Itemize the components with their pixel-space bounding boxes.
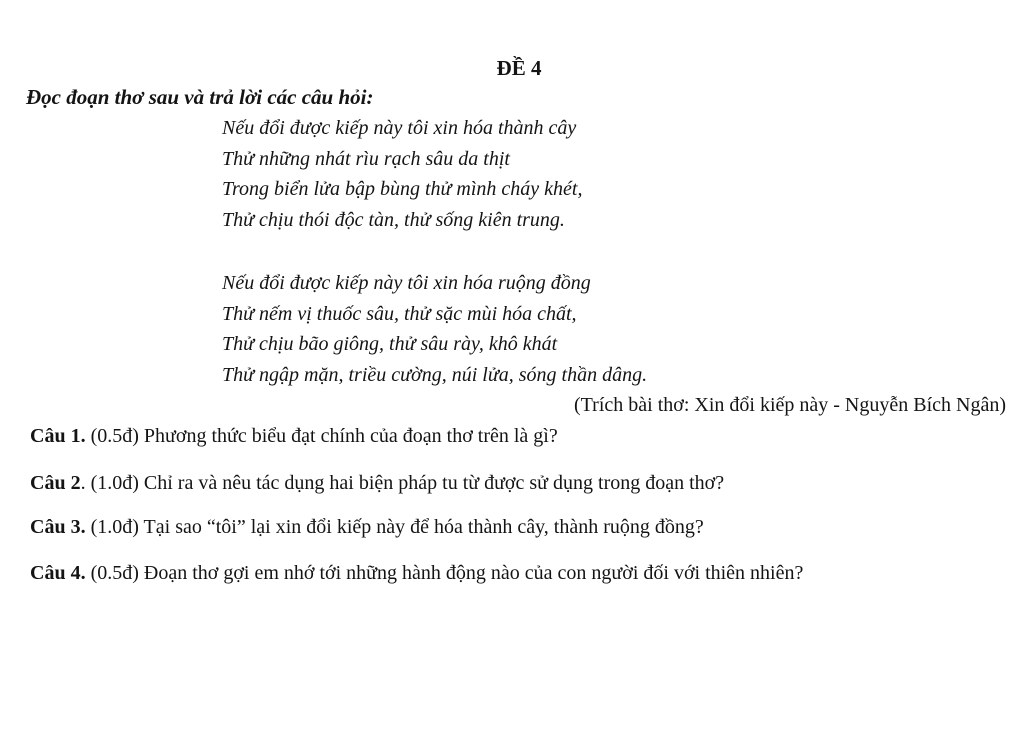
poem-stanza-1 <box>222 113 583 235</box>
poem-line: Thử ngập mặn, triều cường, núi lửa, sóng thần dâng. <box>222 363 648 386</box>
question-4 <box>30 562 803 585</box>
poem-source: (Trích bài thơ: Xin đổi kiếp này - Nguyễn Bích Ngân) <box>574 394 1006 416</box>
question-text: . (1.0đ) Chỉ ra và nêu tác dụng hai biện pháp tu từ được sử dụng trong đoạn thơ? <box>80 472 725 494</box>
question-label: Câu 4. <box>30 562 86 584</box>
poem-line: Nếu đổi được kiếp này tôi xin hóa ruộng đồng <box>222 272 591 294</box>
question-2 <box>30 472 724 495</box>
question-1 <box>30 425 558 448</box>
poem-line: Thử chịu thói độc tàn, thử sống kiên trung. <box>222 208 565 231</box>
poem-line: Thử nếm vị thuốc sâu, thử sặc mùi hóa chất, <box>222 302 577 325</box>
question-label: Câu 2 <box>30 472 81 494</box>
question-text: (0.5đ) Đoạn thơ gợi em nhớ tới những hành động nào của con người đối với thiên nhiên? <box>85 562 804 584</box>
poem-line: Trong biển lửa bập bùng thử mình cháy khét, <box>222 178 583 200</box>
poem-stanza-2 <box>222 268 647 390</box>
poem-line: Nếu đổi được kiếp này tôi xin hóa thành cây <box>222 117 577 139</box>
poem-line: Thử những nhát rìu rạch sâu da thịt <box>222 147 510 170</box>
instruction-text: Đọc đoạn thơ sau và trả lời các câu hỏi: <box>26 85 374 109</box>
poem-line: Thử chịu bão giông, thử sâu rày, khô khát <box>222 333 558 355</box>
question-text: (0.5đ) Phương thức biểu đạt chính của đoạn thơ trên là gì? <box>85 425 558 447</box>
question-label: Câu 1. <box>30 425 86 447</box>
question-3 <box>30 516 704 539</box>
exam-title: ĐỀ 4 <box>496 56 542 80</box>
question-label: Câu 3. <box>30 516 86 538</box>
question-text: (1.0đ) Tại sao “tôi” lại xin đổi kiếp này để hóa thành cây, thành ruộng đồng? <box>85 516 704 538</box>
